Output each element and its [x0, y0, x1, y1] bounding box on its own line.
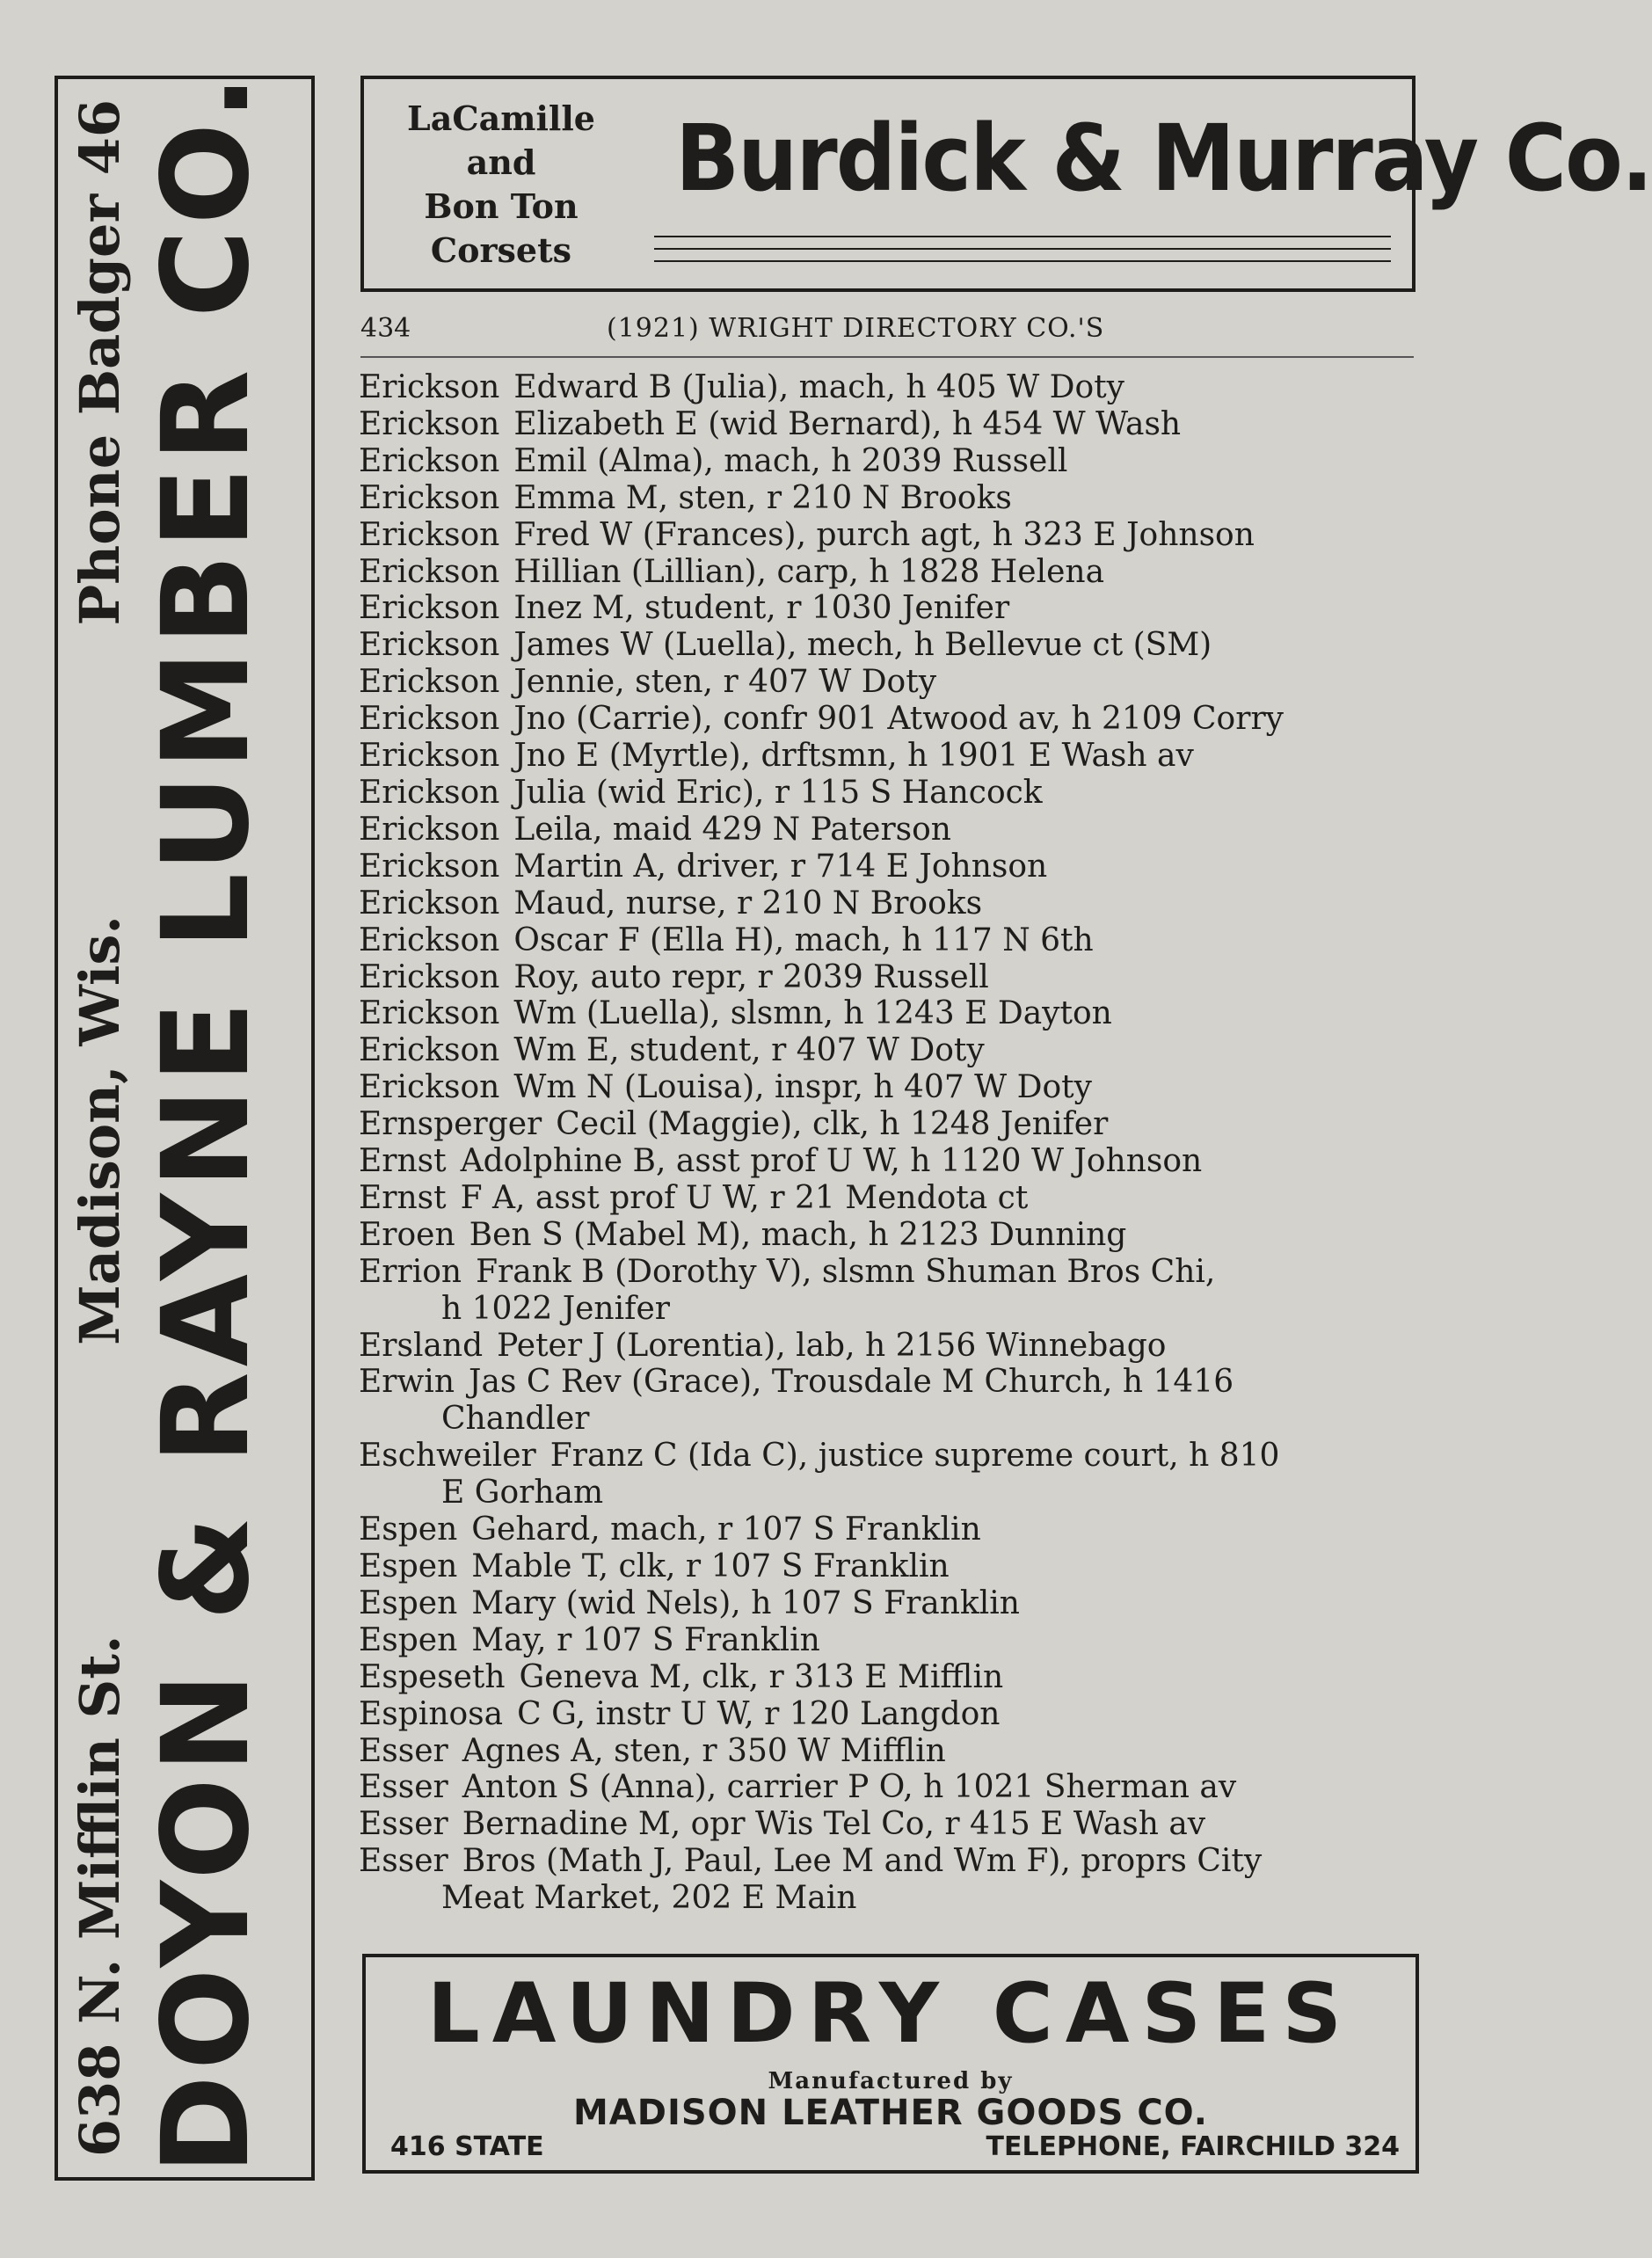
entry-surname: Ersland [359, 1327, 484, 1364]
entry-surname: Ernst [359, 1179, 447, 1216]
entry-continuation: Meat Market, 202 E Main [441, 1880, 857, 1917]
entry-details: Oscar F (Ella H), mach, h 117 N 6th [513, 921, 1094, 958]
entry-surname: Erickson [359, 701, 500, 738]
entry-details: Jennie, sten, r 407 W Doty [513, 664, 937, 701]
entry-details: Inez M, student, r 1030 Jenifer [513, 590, 1010, 627]
side-ad-company-name: DOYON & RAYNE LUMBER CO. [137, 69, 276, 2174]
entry-details: Bros (Math J, Paul, Lee M and Wm F), proprs City [462, 1843, 1263, 1880]
directory-entry [359, 1438, 1423, 1475]
side-ad-address: 638 N. Mifflin St. [67, 1635, 132, 2157]
entry-details: Mary (wid Nels), h 107 S Franklin [471, 1584, 1020, 1621]
entry-continuation: E Gorham [441, 1475, 604, 1511]
entry-surname: Erickson [359, 405, 500, 442]
entry-details: Agnes A, sten, r 350 W Mifflin [462, 1732, 946, 1769]
entry-details: James W (Luella), mech, h Bellevue ct (SM) [513, 627, 1212, 664]
directory-entry [359, 554, 1423, 591]
entry-surname: Errion [359, 1253, 462, 1290]
entry-surname: Ernsperger [359, 1106, 542, 1143]
entry-continuation: h 1022 Jenifer [441, 1290, 670, 1327]
directory-entry [359, 1806, 1423, 1843]
decorative-rule [654, 248, 1391, 250]
entry-surname: Espen [359, 1548, 458, 1584]
entry-surname: Ernst [359, 1143, 447, 1180]
directory-entry [359, 849, 1423, 885]
directory-entry [359, 1769, 1423, 1806]
entry-details: Wm E, student, r 407 W Doty [513, 1032, 985, 1069]
top-advertisement [360, 76, 1652, 292]
directory-entry [359, 1659, 1423, 1696]
entry-surname: Esser [359, 1806, 448, 1843]
corsets-line: Corsets [430, 230, 572, 270]
directory-entry [359, 1328, 1423, 1365]
directory-entry [359, 1217, 1423, 1254]
directory-entry [359, 738, 1423, 775]
directory-entry [359, 1843, 1423, 1880]
bottom-ad-maker: MADISON LEATHER GOODS CO. [573, 2093, 1208, 2133]
entry-surname: Erickson [359, 442, 500, 479]
corsets-line: and [466, 142, 536, 182]
entry-details: Roy, auto repr, r 2039 Russell [513, 958, 989, 995]
entry-details: Wm (Luella), slsmn, h 1243 E Dayton [513, 995, 1112, 1032]
entry-details: Gehard, mach, r 107 S Franklin [471, 1511, 981, 1548]
entry-surname: Erickson [359, 738, 500, 775]
entry-details: Leila, maid 429 N Paterson [513, 811, 951, 848]
entry-details: F A, asst prof U W, r 21 Mendota ct [460, 1179, 1029, 1216]
entry-continuation: Chandler [441, 1401, 590, 1438]
entry-surname: Erickson [359, 774, 500, 811]
entry-surname: Erickson [359, 590, 500, 627]
entry-surname: Erickson [359, 479, 500, 516]
entry-surname: Erickson [359, 958, 500, 995]
entry-surname: Erickson [359, 995, 500, 1032]
entry-details: Martin A, driver, r 714 E Johnson [513, 848, 1048, 885]
corsets-line: LaCamille [407, 98, 595, 138]
entry-details: Ben S (Mabel M), mach, h 2123 Dunning [469, 1216, 1127, 1253]
entry-details: Fred W (Frances), purch agt, h 323 E Johnson [513, 516, 1255, 553]
corsets-text [369, 97, 633, 273]
entry-surname: Erickson [359, 885, 500, 921]
entry-surname: Espeseth [359, 1658, 506, 1695]
side-ad-phone: Phone Badger 46 [67, 99, 132, 626]
directory-entry [359, 1254, 1423, 1291]
entry-details: Wm N (Louisa), inspr, h 407 W Doty [513, 1069, 1092, 1106]
directory-entry [359, 1548, 1423, 1585]
directory-entry [359, 517, 1423, 554]
directory-entry [359, 922, 1423, 959]
directory-entry [359, 1511, 1423, 1548]
header-rule [360, 356, 1414, 358]
side-ad-city: Madison, Wis. [67, 915, 132, 1345]
directory-entry [359, 1106, 1423, 1143]
page-header [360, 308, 1415, 353]
directory-entry [359, 1622, 1423, 1659]
entry-details: Frank B (Dorothy V), slsmn Shuman Bros Chi, [476, 1253, 1216, 1290]
entry-details: Geneva M, clk, r 313 E Mifflin [519, 1658, 1004, 1695]
entry-details: Elizabeth E (wid Bernard), h 454 W Wash [513, 405, 1182, 442]
entry-details: May, r 107 S Franklin [471, 1621, 820, 1658]
directory-entry [359, 664, 1423, 701]
entry-surname: Espinosa [359, 1695, 504, 1732]
bottom-ad-phone: TELEPHONE, FAIRCHILD 324 [986, 2131, 1400, 2162]
directory-entry [359, 1585, 1423, 1622]
entry-details: Edward B (Julia), mach, h 405 W Doty [513, 369, 1124, 405]
directory-entry [359, 1696, 1423, 1733]
corsets-line: Bon Ton [424, 186, 579, 226]
bottom-ad-title: LAUNDRY CASES [426, 1966, 1355, 2062]
entry-details: Julia (wid Eric), r 115 S Hancock [513, 774, 1043, 811]
directory-entry [359, 1180, 1423, 1217]
entry-surname: Esser [359, 1732, 448, 1769]
entry-surname: Espen [359, 1621, 458, 1658]
decorative-rule [654, 260, 1391, 262]
bottom-ad-subtitle: Manufactured by [768, 2068, 1014, 2094]
entry-details: Cecil (Maggie), clk, h 1248 Jenifer [556, 1106, 1109, 1143]
entry-details: Maud, nurse, r 210 N Brooks [513, 885, 983, 921]
directory-entry [359, 627, 1423, 664]
entry-details: Mable T, clk, r 107 S Franklin [471, 1548, 950, 1584]
side-ad-rotated-content [56, 69, 313, 2174]
bottom-advertisement [362, 1954, 1419, 2174]
entry-surname: Erickson [359, 848, 500, 885]
directory-entry [359, 1143, 1423, 1180]
decorative-rule [654, 236, 1391, 237]
directory-entry [359, 369, 1423, 406]
entry-details: Adolphine B, asst prof U W, h 1120 W Johnson [460, 1143, 1203, 1180]
directory-entry [359, 443, 1423, 480]
entry-details: Franz C (Ida C), justice supreme court, h 810 [549, 1438, 1280, 1475]
entry-surname: Erickson [359, 664, 500, 701]
directory-entry [359, 775, 1423, 812]
entry-details: Jno E (Myrtle), drftsmn, h 1901 E Wash av [513, 738, 1194, 775]
directory-entry [359, 1733, 1423, 1770]
directory-entry [359, 995, 1423, 1032]
side-advertisement [55, 69, 315, 2181]
entry-surname: Erickson [359, 921, 500, 958]
entry-surname: Espen [359, 1584, 458, 1621]
entry-details: Emil (Alma), mach, h 2039 Russell [513, 442, 1068, 479]
directory-entry [359, 590, 1423, 627]
directory-entry [359, 959, 1423, 996]
entry-details: C G, instr U W, r 120 Langdon [517, 1695, 1001, 1732]
entry-surname: Erwin [359, 1364, 455, 1401]
entry-details: Hillian (Lillian), carp, h 1828 Helena [513, 553, 1105, 590]
entry-surname: Erickson [359, 369, 500, 405]
entry-details: Bernadine M, opr Wis Tel Co, r 415 E Wash av [462, 1806, 1206, 1843]
entry-surname: Erickson [359, 1069, 500, 1106]
running-title: (1921) WRIGHT DIRECTORY CO.'S [607, 313, 1105, 344]
entry-surname: Erickson [359, 553, 500, 590]
directory-entry [359, 1364, 1423, 1401]
side-ad-info-row [60, 99, 139, 2157]
directory-entry [359, 812, 1423, 849]
directory-entry [359, 1032, 1423, 1069]
entry-surname: Erickson [359, 516, 500, 553]
entry-details: Anton S (Anna), carrier P O, h 1021 Sherman av [462, 1769, 1237, 1806]
page-number: 434 [360, 313, 411, 344]
entry-surname: Esser [359, 1843, 448, 1880]
directory-listings [359, 369, 1423, 1917]
entry-surname: Esser [359, 1769, 448, 1806]
entry-surname: Erickson [359, 627, 500, 664]
directory-entry [359, 885, 1423, 922]
directory-entry [359, 406, 1423, 443]
directory-entry [359, 480, 1423, 517]
entry-surname: Erickson [359, 1032, 500, 1069]
entry-surname: Eschweiler [359, 1438, 536, 1475]
bottom-ad-address: 416 STATE [390, 2131, 544, 2162]
entry-details: Jno (Carrie), confr 901 Atwood av, h 2109 Corry [513, 701, 1284, 738]
entry-surname: Espen [359, 1511, 458, 1548]
entry-surname: Erickson [359, 811, 500, 848]
entry-surname: Eroen [359, 1216, 455, 1253]
directory-entry [359, 701, 1423, 738]
directory-entry [359, 1069, 1423, 1106]
top-ad-company-name: Burdick & Murray Co. [675, 105, 1652, 212]
entry-details: Jas C Rev (Grace), Trousdale M Church, h 1416 [469, 1364, 1234, 1401]
entry-details: Peter J (Lorentia), lab, h 2156 Winnebago [497, 1327, 1167, 1364]
entry-details: Emma M, sten, r 210 N Brooks [513, 479, 1012, 516]
